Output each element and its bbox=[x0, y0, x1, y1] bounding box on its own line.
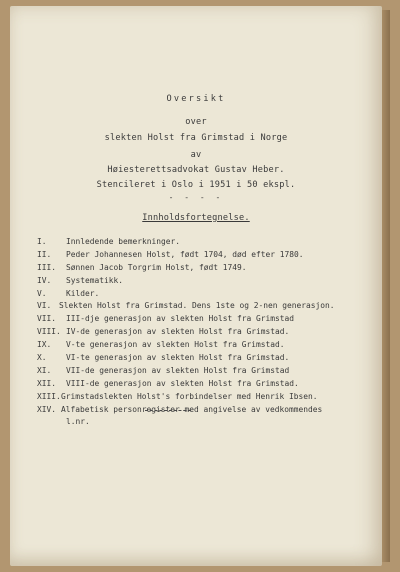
toc-item bbox=[37, 326, 377, 339]
toc-item bbox=[37, 300, 377, 313]
toc-item-continuation bbox=[37, 416, 377, 429]
toc-item-number: VII. bbox=[37, 314, 57, 324]
toc-item-number: VIII. bbox=[37, 327, 61, 337]
toc-item-text: Grimstadslekten Holst's forbindelser med Henrik Ibsen. bbox=[61, 391, 318, 401]
toc-item-text: Kilder. bbox=[66, 288, 100, 298]
toc-continuation-text: l.nr. bbox=[66, 417, 90, 427]
toc-item bbox=[37, 339, 377, 352]
toc-item-number: XII. bbox=[37, 378, 57, 388]
toc-item-number: X. bbox=[37, 353, 47, 363]
toc-item bbox=[37, 288, 377, 301]
stencil-line: Stencileret i Oslo i 1951 i 50 ekspl. bbox=[96, 180, 296, 190]
toc-item bbox=[37, 404, 377, 417]
toc-item-number: XIV. bbox=[37, 404, 57, 414]
end-divider bbox=[145, 410, 191, 411]
toc-item bbox=[37, 365, 377, 378]
toc-item bbox=[37, 236, 377, 249]
toc-item bbox=[37, 262, 377, 275]
title-over: over bbox=[185, 117, 207, 127]
page-edge bbox=[382, 10, 390, 562]
toc-item bbox=[37, 391, 377, 404]
toc-heading: Innholdsfortegnelse. bbox=[142, 213, 250, 223]
document-title: Oversikt bbox=[166, 94, 226, 104]
toc-item-number: VI. bbox=[37, 301, 52, 311]
toc-item-text: VI-te generasjon av slekten Holst fra Grimstad. bbox=[66, 353, 290, 363]
toc-item-text: Slekten Holst fra Grimstad. Dens 1ste og 2-nen generasjon. bbox=[59, 301, 335, 311]
toc-item-number: XIII. bbox=[37, 391, 61, 401]
toc-item bbox=[37, 313, 377, 326]
toc-item-text: VII-de generasjon av slekten Holst fra Grimstad bbox=[66, 365, 290, 375]
title-av: av bbox=[190, 150, 202, 160]
toc-item bbox=[37, 352, 377, 365]
toc-item-text: Systematikk. bbox=[66, 275, 124, 285]
toc-item-text: IV-de generasjon av slekten Holst fra Grimstad. bbox=[66, 327, 290, 337]
toc-item-number: IV. bbox=[37, 275, 52, 285]
table-of-contents bbox=[37, 236, 377, 429]
toc-item-number: II. bbox=[37, 249, 52, 259]
toc-item-text: V-te generasjon av slekten Holst fra Grimstad. bbox=[66, 340, 285, 350]
title-subject: slekten Holst fra Grimstad i Norge bbox=[104, 133, 288, 143]
toc-item bbox=[37, 275, 377, 288]
toc-item-text: Sønnen Jacob Torgrim Holst, født 1749. bbox=[66, 262, 247, 272]
toc-item-text: Peder Johannesen Holst, født 1704, død efter 1780. bbox=[66, 249, 304, 259]
toc-item-text: VIII-de generasjon av slekten Holst fra Grimstad. bbox=[66, 378, 299, 388]
toc-item-number: IX. bbox=[37, 340, 52, 350]
toc-item bbox=[37, 378, 377, 391]
toc-item-text: Innledende bemerkninger. bbox=[66, 237, 181, 246]
toc-item-text: III-dje generasjon av slekten Holst fra Grimstad bbox=[66, 314, 295, 324]
toc-item-number: III. bbox=[37, 262, 57, 272]
toc-item-number: XI. bbox=[37, 365, 52, 375]
author-line: Høiesterettsadvokat Gustav Heber. bbox=[107, 165, 285, 175]
toc-item-number: I. bbox=[37, 237, 47, 246]
toc-item-text: Alfabetisk personregister med angivelse av vedkommendes bbox=[61, 404, 323, 414]
toc-item bbox=[37, 249, 377, 262]
header-divider: - - - - bbox=[168, 193, 224, 202]
toc-item-number: V. bbox=[37, 288, 47, 298]
